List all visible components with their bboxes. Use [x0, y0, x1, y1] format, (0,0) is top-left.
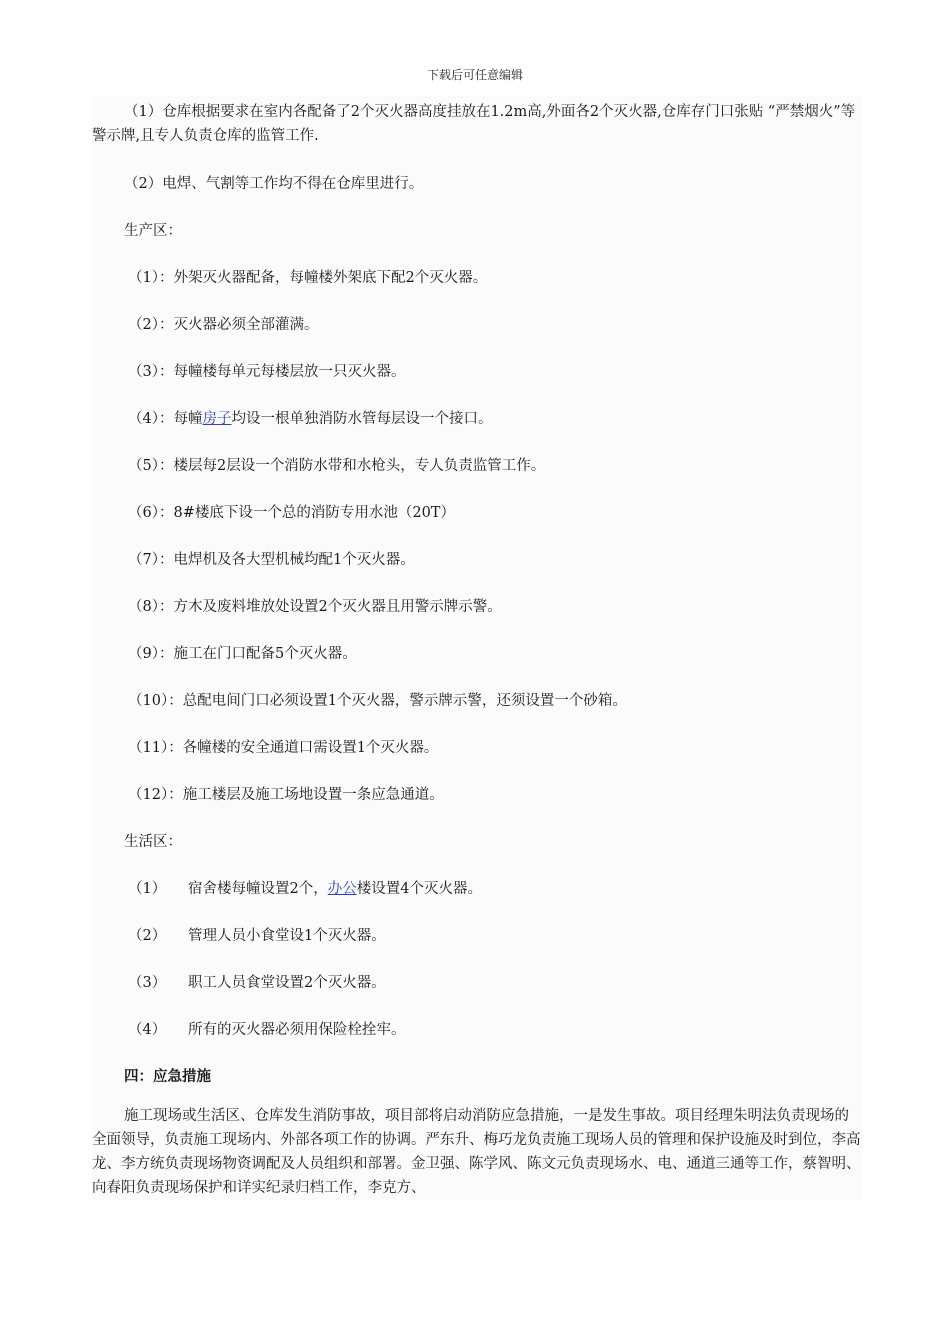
production-item-8: （8）：方木及废料堆放处设置2个灭火器且用警示牌示警。 — [128, 599, 502, 615]
living-heading: 生活区： — [124, 834, 182, 850]
living-item-1 — [92, 877, 862, 901]
production-item-6: （6）：8#楼底下设一个总的消防专用水池（20T） — [128, 505, 455, 521]
warehouse-item-1: （1）仓库根据要求在室内各配备了2个灭火器高度挂放在1.2m高,外面各2个灭火器,仓库存门口张贴 “严禁烟火”等警示牌,且专人负责仓库的监管工作. — [92, 104, 856, 144]
living-item-2-text: 管理人员小食堂设1个灭火器。 — [187, 928, 386, 944]
production-item-10: （10）：总配电间门口必须设置1个灭火器，警示牌示警，还须设置一个砂箱。 — [128, 693, 627, 709]
warehouse-item-2: （2）电焊、气割等工作均不得在仓库里进行。 — [124, 176, 424, 192]
living-item-4-text: 所有的灭火器必须用保险栓拴牢。 — [187, 1022, 406, 1038]
production-item-4-after: 均设一根单独消防水管每层设一个接口。 — [231, 411, 493, 427]
production-item-2: （2）：灭火器必须全部灌满。 — [128, 317, 319, 333]
production-item-11: （11）：各幢楼的安全通道口需设置1个灭火器。 — [128, 740, 439, 756]
production-item-4-before: （4）：每幢 — [128, 411, 203, 427]
living-item-1-num: （1） — [128, 881, 167, 897]
living-item-2-num: （2） — [128, 928, 167, 944]
living-item-1-after: 楼设置4个灭火器。 — [356, 881, 482, 897]
page-header: 下载后可任意编辑 — [426, 68, 523, 82]
production-item-3: （3）：每幢楼每单元每楼层放一只灭火器。 — [128, 364, 406, 380]
living-item-4-num: （4） — [128, 1022, 167, 1038]
production-item-4 — [92, 407, 862, 431]
living-item-1-before: 宿舍楼每幢设置2个， — [187, 881, 328, 897]
living-item-3 — [92, 971, 862, 995]
production-item-12: （12）：施工楼层及施工场地设置一条应急通道。 — [128, 787, 444, 803]
production-item-1: （1）：外架灭火器配备，每幢楼外架底下配2个灭火器。 — [128, 270, 488, 286]
living-item-2 — [92, 924, 862, 948]
production-item-7: （7）：电焊机及各大型机械均配1个灭火器。 — [128, 552, 415, 568]
office-link[interactable]: 办公 — [327, 881, 357, 897]
production-heading: 生产区： — [124, 223, 182, 239]
house-link[interactable]: 房子 — [202, 411, 232, 427]
living-item-4 — [92, 1018, 862, 1042]
document-body — [92, 96, 862, 1200]
living-item-3-text: 职工人员食堂设置2个灭火器。 — [187, 975, 386, 991]
living-item-3-num: （3） — [128, 975, 167, 991]
production-item-5: （5）：楼层每2层设一个消防水带和水枪头，专人负责监管工作。 — [128, 458, 546, 474]
production-item-9: （9）：施工在门口配备5个灭火器。 — [128, 646, 357, 662]
emergency-heading: 四：应急措施 — [124, 1069, 211, 1085]
emergency-paragraph: 施工现场或生活区、仓库发生消防事故，项目部将启动消防应急措施，一是发生事故。项目经理朱明法负责现场的全面领导，负责施工现场内、外部各项工作的协调。严东升、梅巧龙负责施工现场人员的管理和保护设施及时到位，李高龙、李方统负责现场物资调配及人员组织和部署。金卫强、陈学风、陈文元负责现场水、电、通道三通等工作，蔡智明、向春阳负责现场保护和详实纪录归档工作，李克方、 — [92, 1108, 861, 1196]
